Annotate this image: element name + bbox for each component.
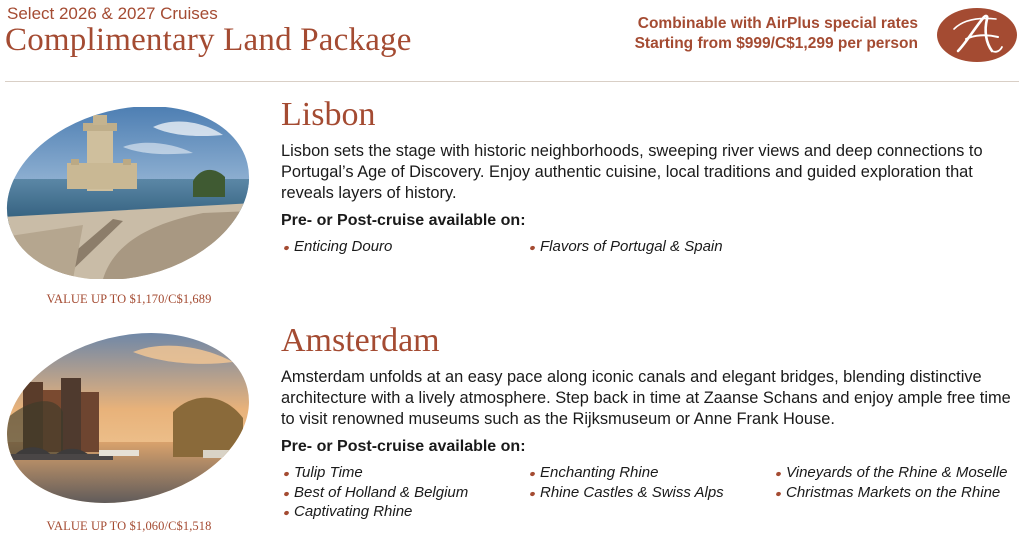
- amsterdam-description: Amsterdam unfolds at an easy pace along iconic canals and elegant bridges, blending distinctive architecture with a lively atmosphere. Step back in time at Zaanse Schans and enjoy ample free time to visit renowned museums such as the Rijksmuseum or Anne Frank House.: [281, 368, 1011, 428]
- cruise-item: Tulip Time: [284, 463, 468, 483]
- page-title: Complimentary Land Package: [5, 22, 412, 58]
- lisbon-availability-label: Pre- or Post-cruise available on:: [281, 212, 526, 229]
- bullet-icon: [283, 491, 289, 497]
- lisbon-description: Lisbon sets the stage with historic neighborhoods, sweeping river views and deep connections to Portugal’s Age of Discovery. Enjoy authentic cuisine, local traditions and guided exploration that reveals layers of history.: [281, 142, 983, 202]
- bullet-icon: [529, 245, 535, 251]
- amsterdam-title: Amsterdam: [281, 322, 440, 359]
- bullet-icon: [775, 471, 781, 477]
- bullet-icon: [775, 491, 781, 497]
- amsterdam-availability-label: Pre- or Post-cruise available on:: [281, 438, 526, 455]
- lisbon-value: VALUE UP TO $1,170/C$1,689: [46, 292, 212, 306]
- bullet-icon: [283, 510, 289, 516]
- cruise-item: Flavors of Portugal & Spain: [530, 237, 723, 257]
- amsterdam-cruise-column-2: [530, 463, 724, 502]
- amsterdam-cruise-column-1: [284, 463, 468, 522]
- cruise-item: Best of Holland & Belgium: [284, 483, 468, 503]
- cruise-item: Rhine Castles & Swiss Alps: [530, 483, 724, 503]
- cruise-item: Christmas Markets on the Rhine: [776, 483, 1008, 503]
- header-divider: [5, 81, 1019, 82]
- bullet-icon: [283, 245, 289, 251]
- cruise-item: Enchanting Rhine: [530, 463, 724, 483]
- promo-line-1: Combinable with AirPlus special rates: [637, 15, 918, 32]
- bullet-icon: [529, 491, 535, 497]
- cruise-item: Enticing Douro: [284, 237, 392, 257]
- lisbon-cruise-column-2: [530, 237, 723, 257]
- cruise-item: Captivating Rhine: [284, 502, 468, 522]
- lisbon-photo: [3, 107, 253, 279]
- promo-text: [635, 14, 918, 54]
- monogram-a-logo-icon: [936, 7, 1018, 63]
- page-header: [0, 0, 1030, 78]
- eyebrow-text: Select 2026 & 2027 Cruises: [7, 4, 218, 23]
- lisbon-cruise-column-1: [284, 237, 392, 257]
- bullet-icon: [529, 471, 535, 477]
- amsterdam-photo: [3, 332, 253, 504]
- cruise-item: Vineyards of the Rhine & Moselle: [776, 463, 1008, 483]
- lisbon-title: Lisbon: [281, 96, 376, 133]
- promo-line-2: Starting from $999/C$1,299 per person: [634, 35, 918, 52]
- bullet-icon: [283, 471, 289, 477]
- amsterdam-cruise-column-3: [776, 463, 1008, 502]
- amsterdam-value: VALUE UP TO $1,060/C$1,518: [46, 519, 212, 533]
